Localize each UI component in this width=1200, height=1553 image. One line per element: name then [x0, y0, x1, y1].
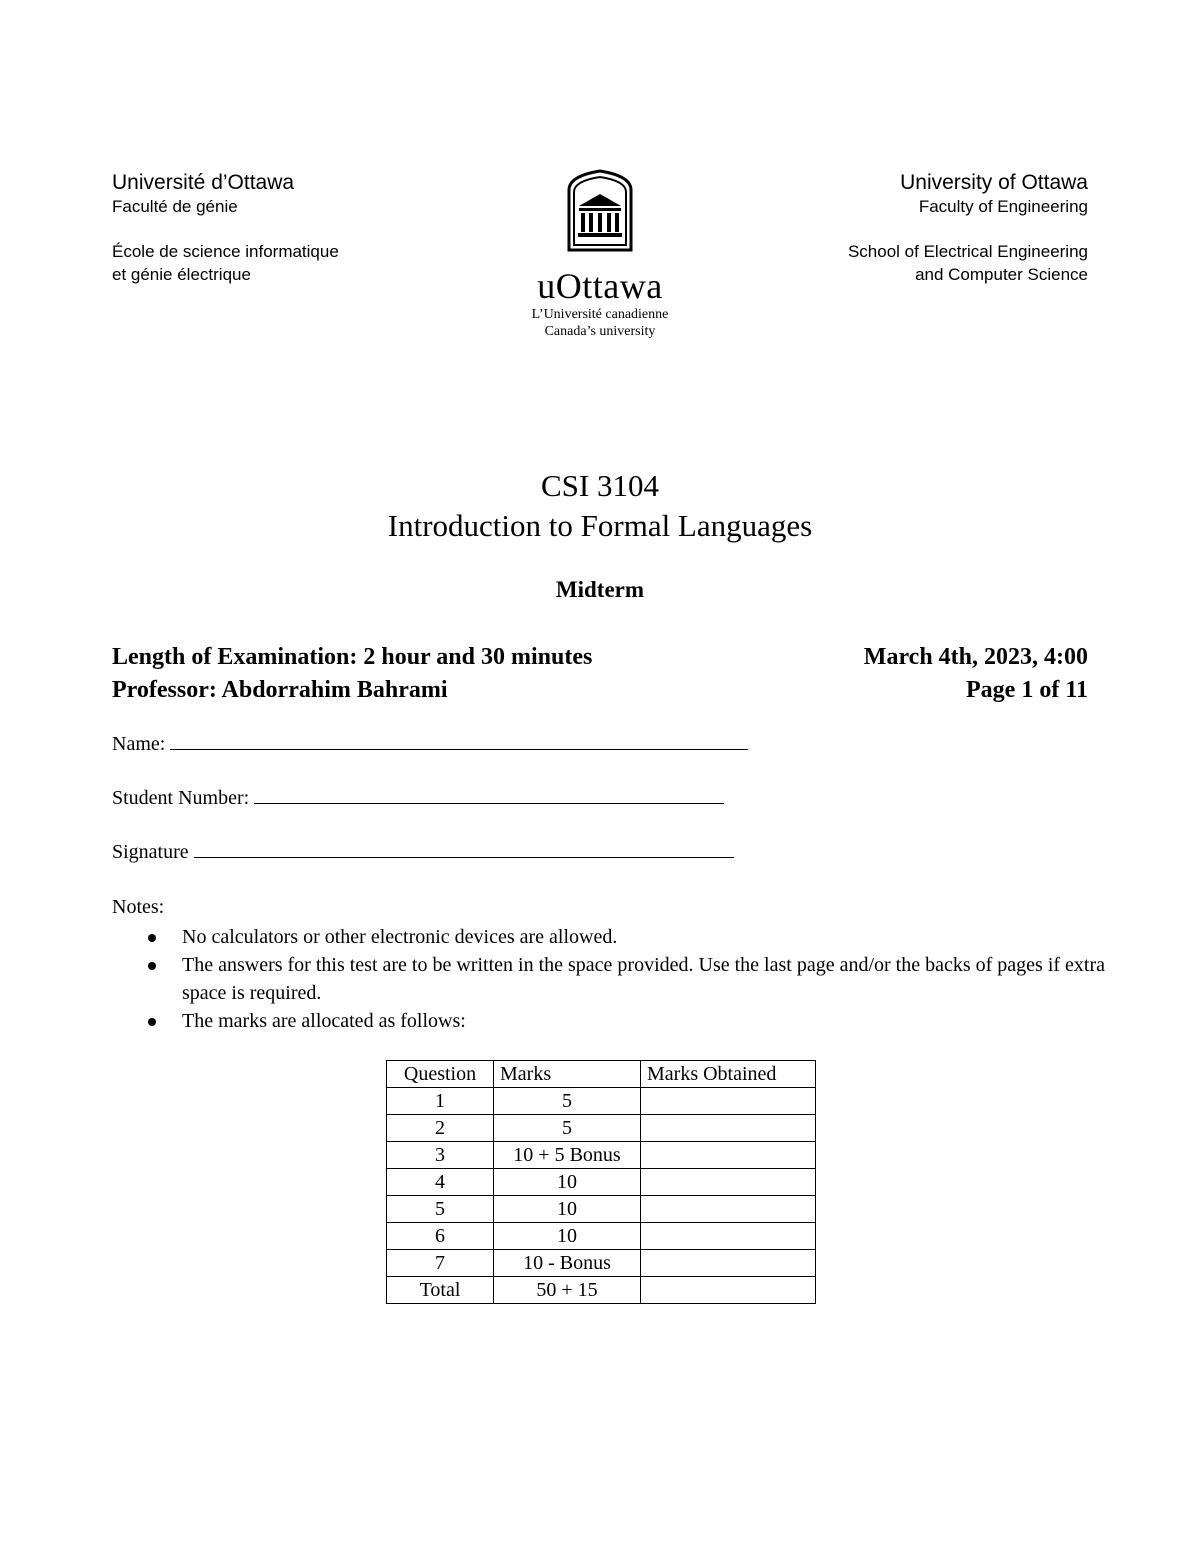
faculty-name-en: Faculty of Engineering [918, 197, 1088, 216]
question-cell: 3 [387, 1142, 494, 1169]
name-label: Name: [112, 733, 166, 755]
logo-tagline-fr: L’Université canadienne [531, 307, 669, 322]
total-label-cell: Total [387, 1277, 494, 1304]
exam-length: Length of Examination: 2 hour and 30 minutes [112, 644, 593, 670]
marks-table [386, 1060, 816, 1304]
marks-obtained-cell[interactable] [641, 1223, 816, 1250]
course-name: Introduction to Formal Languages [387, 508, 813, 543]
name-blank[interactable] [170, 733, 748, 750]
notes-section [112, 893, 1122, 1035]
school-name-en-line1: School of Electrical Engineering [847, 242, 1088, 261]
question-cell: 6 [387, 1223, 494, 1250]
header-marks: Marks [494, 1061, 641, 1088]
exam-type: Midterm [555, 577, 645, 602]
school-name-fr-line2: et génie électrique [112, 265, 251, 284]
header-left-block [112, 170, 339, 286]
total-marks-cell: 50 + 15 [494, 1277, 641, 1304]
professor-name: Professor: Abdorrahim Bahrami [112, 677, 448, 703]
question-cell: 2 [387, 1115, 494, 1142]
marks-obtained-cell[interactable] [641, 1115, 816, 1142]
header-right-block [848, 170, 1088, 286]
marks-cell: 5 [494, 1088, 641, 1115]
exam-date: March 4th, 2023, 4:00 [863, 644, 1088, 670]
table-row [387, 1142, 816, 1169]
university-logo [520, 168, 680, 340]
student-number-label: Student Number: [112, 787, 250, 809]
university-name-fr: Université d’Ottawa [112, 171, 295, 194]
table-row [387, 1169, 816, 1196]
total-obtained-cell[interactable] [641, 1277, 816, 1304]
school-name-fr-line1: École de science informatique [112, 242, 339, 261]
question-cell: 5 [387, 1196, 494, 1223]
header-question: Question [387, 1061, 494, 1088]
university-name-en: University of Ottawa [900, 171, 1088, 194]
marks-obtained-cell[interactable] [641, 1250, 816, 1277]
signature-field[interactable] [112, 841, 734, 864]
marks-obtained-cell[interactable] [641, 1142, 816, 1169]
table-row [387, 1088, 816, 1115]
list-item: No calculators or other electronic devices are allowed. [182, 923, 1122, 951]
logo-wordmark: uOttawa [537, 266, 663, 306]
marks-obtained-cell[interactable] [641, 1196, 816, 1223]
table-row [387, 1196, 816, 1223]
question-cell: 1 [387, 1088, 494, 1115]
marks-cell: 10 [494, 1169, 641, 1196]
table-row [387, 1223, 816, 1250]
student-number-blank[interactable] [254, 787, 724, 804]
signature-blank[interactable] [194, 841, 734, 858]
header-marks-obtained: Marks Obtained [641, 1061, 816, 1088]
marks-cell: 10 [494, 1223, 641, 1250]
marks-cell: 10 + 5 Bonus [494, 1142, 641, 1169]
exam-title-block [0, 466, 1200, 603]
exam-info [112, 641, 1088, 707]
page-indicator: Page 1 of 11 [966, 677, 1088, 703]
notes-heading: Notes: [112, 896, 165, 918]
faculty-name-fr: Faculté de génie [112, 197, 238, 216]
notes-list [112, 923, 1122, 1035]
school-name-en-line2: and Computer Science [915, 265, 1088, 284]
marks-cell: 10 - Bonus [494, 1250, 641, 1277]
list-item: The answers for this test are to be written in the space provided. Use the last page and/or the backs of pages if extra space is required. [182, 951, 1122, 1007]
marks-obtained-cell[interactable] [641, 1169, 816, 1196]
marks-cell: 10 [494, 1196, 641, 1223]
course-code: CSI 3104 [541, 468, 659, 503]
question-cell: 4 [387, 1169, 494, 1196]
name-field[interactable] [112, 733, 748, 756]
table-row [387, 1115, 816, 1142]
table-row [387, 1250, 816, 1277]
building-icon [563, 168, 637, 252]
question-cell: 7 [387, 1250, 494, 1277]
marks-obtained-cell[interactable] [641, 1088, 816, 1115]
list-item: The marks are allocated as follows: [182, 1007, 1122, 1035]
marks-cell: 5 [494, 1115, 641, 1142]
student-number-field[interactable] [112, 787, 724, 810]
table-header-row [387, 1061, 816, 1088]
table-row-total [387, 1277, 816, 1304]
signature-label: Signature [112, 841, 189, 863]
logo-tagline-en: Canada’s university [544, 324, 656, 339]
